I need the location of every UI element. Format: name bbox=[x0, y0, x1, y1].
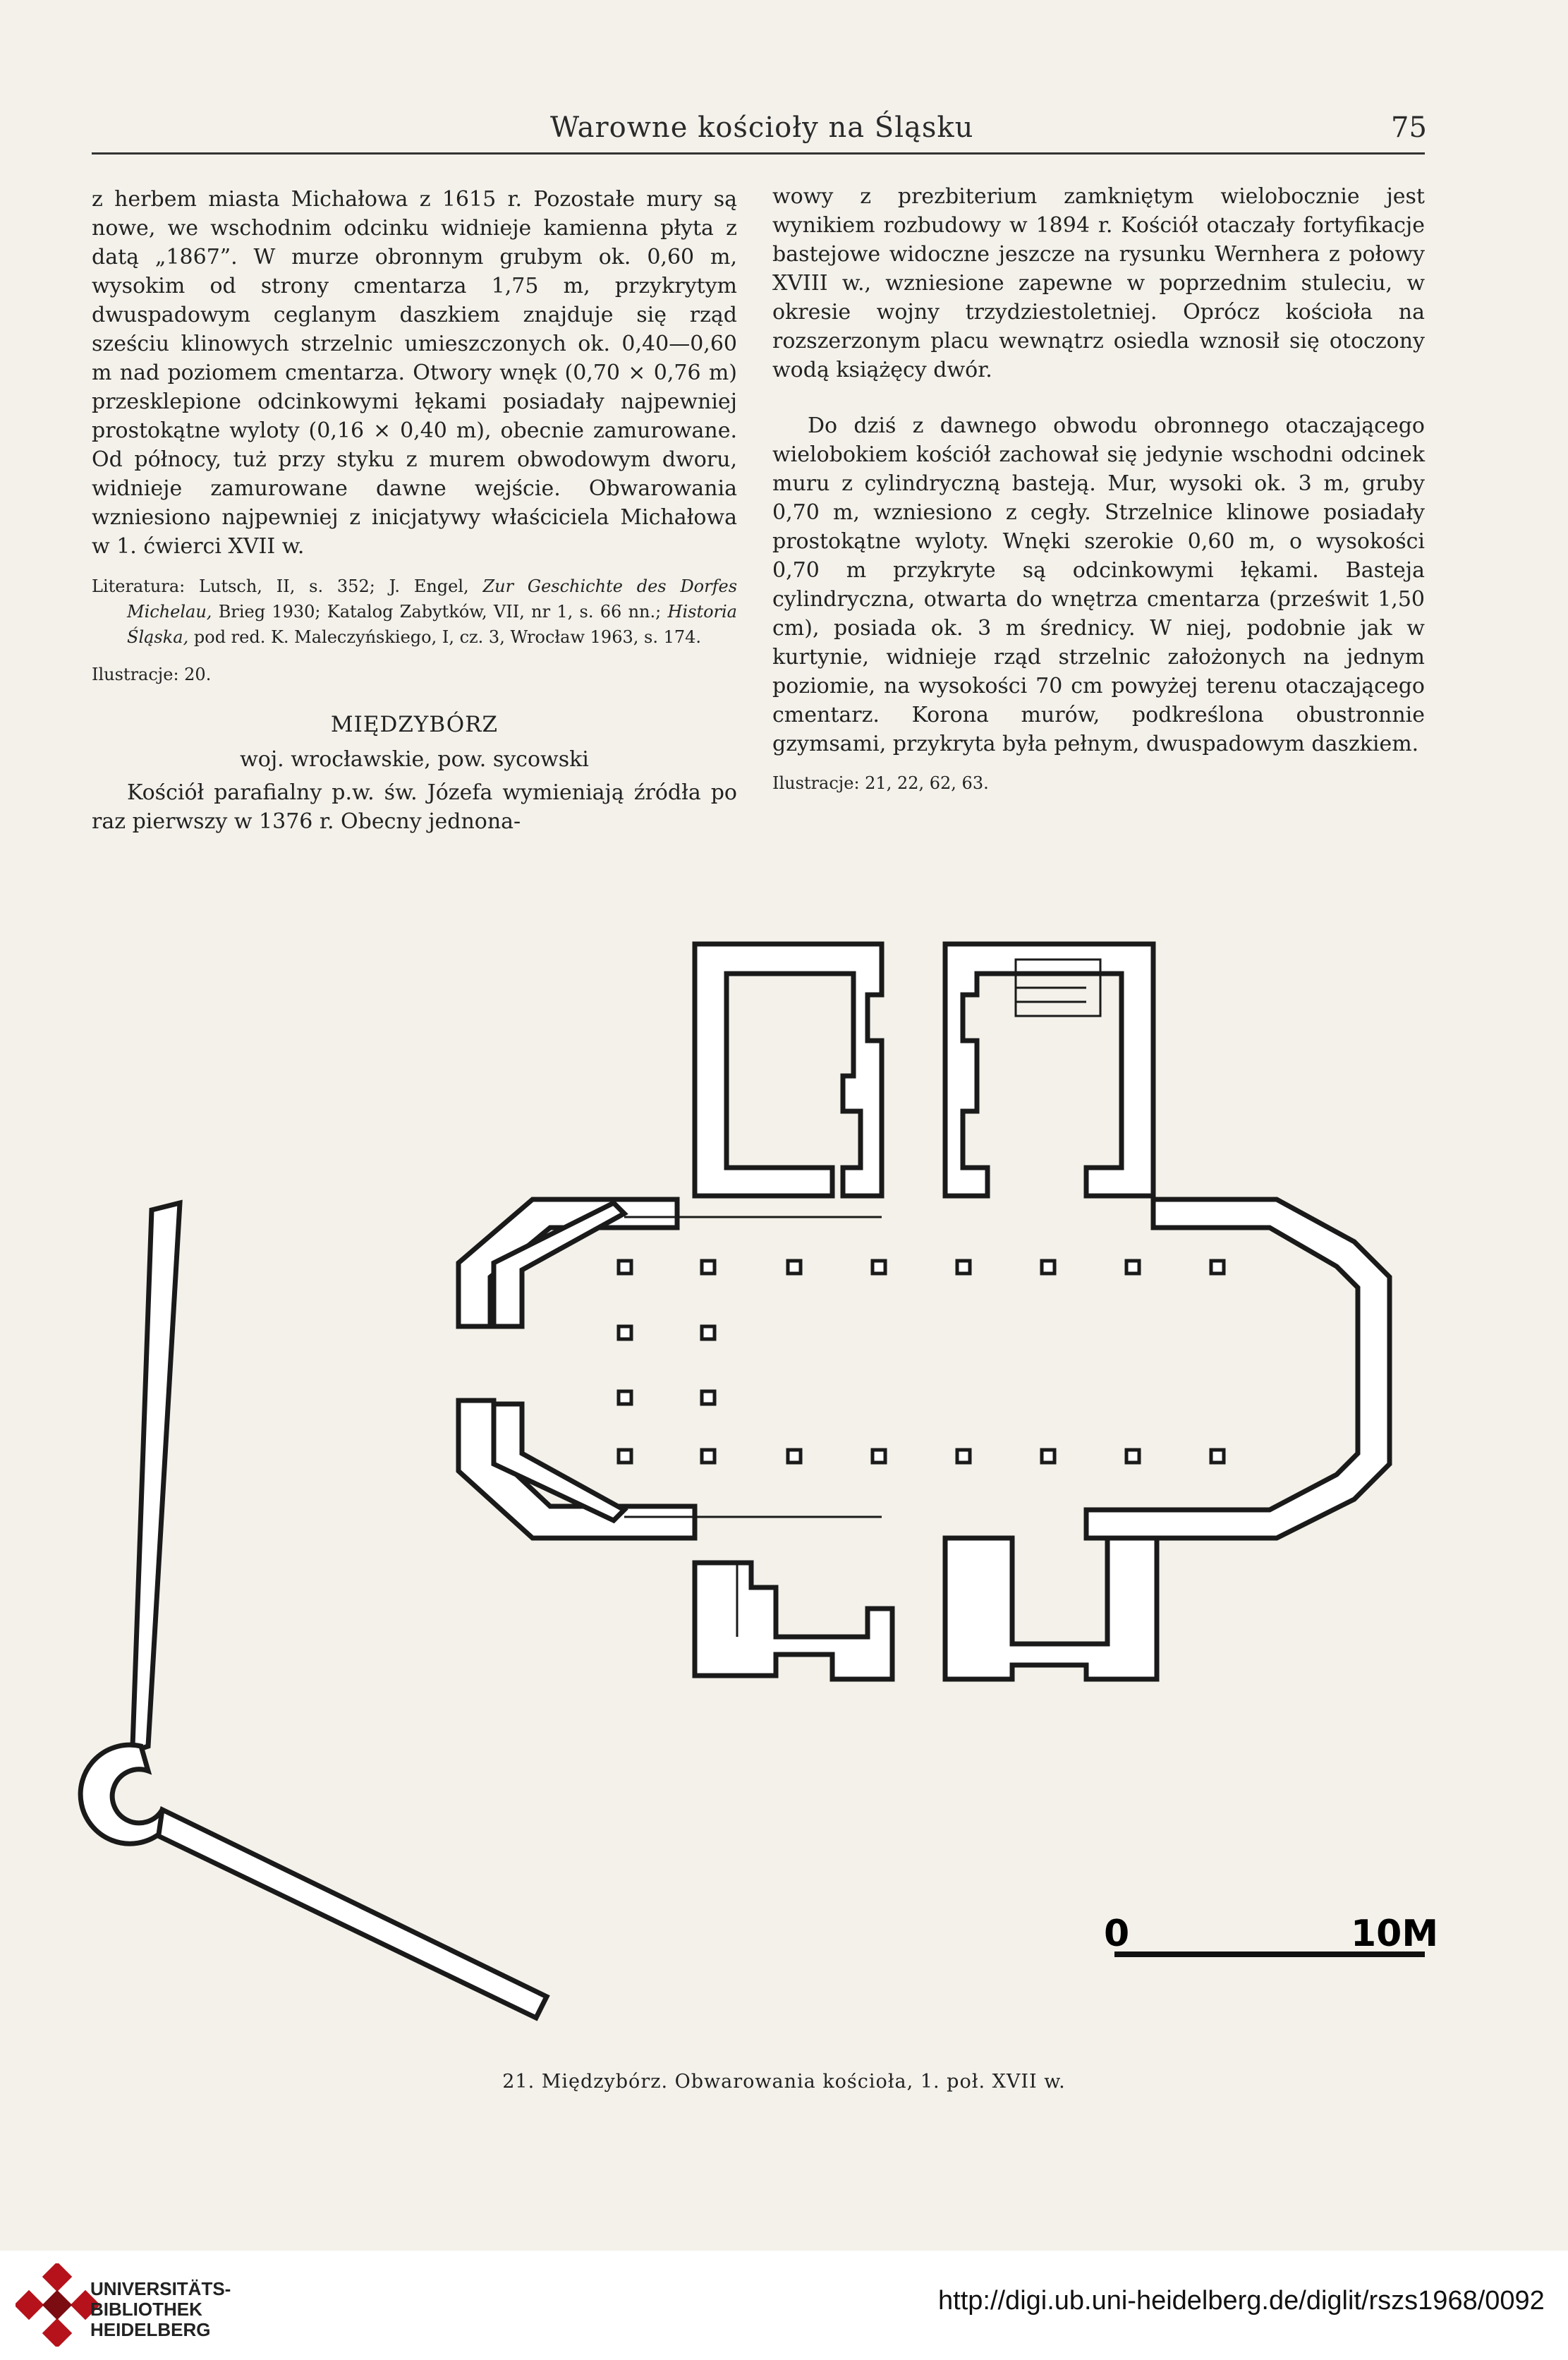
right-column bbox=[772, 182, 1425, 795]
left-column bbox=[92, 185, 737, 836]
section-title: MIĘDZYBÓRZ bbox=[330, 712, 499, 737]
right-paragraph-1: wowy z prezbiterium zamkniętym wielobocznie jest wynikiem rozbudowy w 1894 r. Kościół otaczały fortyfikacje bastejowe widoczne jeszcze na rysunku Wernhera z połowy XVIII w., wzniesione zapewne w poprzednim stuleciu, w okresie wojny trzydziestoletniej. Oprócz kościoła na rozszerzonym placu wewnątrz osiedla wznosił się otoczony wodą książęcy dwór. bbox=[772, 184, 1425, 382]
scale-start-label: 0 bbox=[1104, 1913, 1130, 1955]
library-footer bbox=[0, 2251, 1568, 2360]
sw-annex-wall bbox=[695, 1563, 892, 1679]
cylindrical-bastion bbox=[80, 1745, 162, 1844]
library-logo-text bbox=[90, 2279, 231, 2340]
left-illustrations-note: Ilustracje: 20. bbox=[92, 665, 212, 684]
pillars bbox=[619, 1261, 1224, 1463]
header-rule bbox=[92, 152, 1425, 155]
logo-line-2: BIBLIOTHEK bbox=[90, 2299, 202, 2320]
west-curtain-wall bbox=[133, 1203, 180, 1750]
south-curtain-wall bbox=[155, 1810, 547, 2018]
page-number: 75 bbox=[1391, 111, 1427, 144]
literature-title-a: Zur Geschichte des Dorfes Michelau, bbox=[127, 576, 738, 622]
literature-text-a: Lutsch, II, s. 352; J. Engel, bbox=[199, 576, 469, 596]
scale-end-label: 10M bbox=[1351, 1913, 1439, 1955]
east-apse-wall bbox=[1086, 1199, 1390, 1538]
literature-title-b: Historia Śląska, bbox=[127, 602, 737, 647]
figure-caption: 21. Międzybórz. Obwarowania kościoła, 1. poł. XVII w. bbox=[502, 2071, 1066, 2093]
church-fortification-plan bbox=[0, 917, 1568, 2060]
logo-line-3: HEIDELBERG bbox=[90, 2319, 211, 2340]
nw-tower-wall bbox=[695, 944, 882, 1196]
literature-text-b: Brieg 1930; Katalog Zabytków, VII, nr 1, s. 66 nn.; bbox=[218, 602, 662, 622]
university-library-logo-icon bbox=[16, 2263, 99, 2347]
right-illustrations-note: Ilustracje: 21, 22, 62, 63. bbox=[772, 773, 989, 793]
logo-line-1: UNIVERSITÄTS- bbox=[90, 2278, 231, 2299]
right-paragraph-2: Do dziś z dawnego obwodu obronnego otaczającego wielobokiem kościół zachował się jedynie wschodni odcinek muru z cylindryczną basteją. Mur, wysoki ok. 3 m, gruby 0,70 m, wzniesiono z cegły. Strzelnice klinowe posiadały prostokątne wyloty. Wnęki szerokie 0,60 m, o wysokości 0,70 m przykryte są odcinkowymi łękami. Basteja cylindryczna, otwarta do wnętrza cmentarza (prześwit 1,50 cm), posiada ok. 3 m średnicy. W niej, podobnie jak w kurtynie, widnieje rząd strzelnic założonych na jednym poziomie, na wysokości 70 cm powyżej terenu otaczającego cmentarz. Korona murów, podkreślona obustronnie gzymsami, przykryta była pełnym, dwuspadowym daszkiem. bbox=[772, 413, 1425, 756]
plan-walls bbox=[133, 944, 1390, 2018]
section-subtitle: woj. wrocławskie, pow. sycowski bbox=[240, 747, 589, 772]
ne-tower-wall bbox=[945, 944, 1153, 1196]
left-paragraph-1: z herbem miasta Michałowa z 1615 r. Pozostałe mury są nowe, we wschodnim odcinku widnieje kamienna płyta z datą „1867”. W murze obronnym grubym ok. 0,60 m, wysokim od strony cmentarza 1,75 m, przykrytym dwuspadowym ceglanym daszkiem znajduje się rząd sześciu klinowych strzelnic umieszczonych ok. 0,40—0,60 m nad poziomem cmentarza. Otwory wnęk (0,70 × 0,76 m) przesklepione odcinkowymi łękami posiadały najpewniej prostokątne wyloty (0,16 × 0,40 m), obecnie zamurowane. Od północy, tuż przy styku z murem obwodowym dworu, widnieje zamurowane dawne wejście. Obwarowania wzniesiono najpewniej z inicjatywy właściciela Michałowa w 1. ćwierci XVII w. bbox=[92, 187, 737, 559]
literature-label: Literatura: bbox=[92, 576, 186, 596]
running-header-title: Warowne kościoły na Śląsku bbox=[550, 111, 974, 144]
left-paragraph-2: Kościół parafialny p.w. św. Józefa wymieniają źródła po raz pierwszy w 1376 r. Obecny jednona- bbox=[92, 780, 737, 834]
se-annex-wall bbox=[945, 1538, 1157, 1679]
literature-text-c: pod red. K. Maleczyńskiego, I, cz. 3, Wrocław 1963, s. 174. bbox=[193, 627, 702, 647]
digital-object-url[interactable]: http://digi.ub.uni-heidelberg.de/diglit/rszs1968/0092 bbox=[938, 2286, 1545, 2316]
scale-bar bbox=[1104, 1913, 1438, 1955]
literature-note bbox=[92, 574, 737, 650]
